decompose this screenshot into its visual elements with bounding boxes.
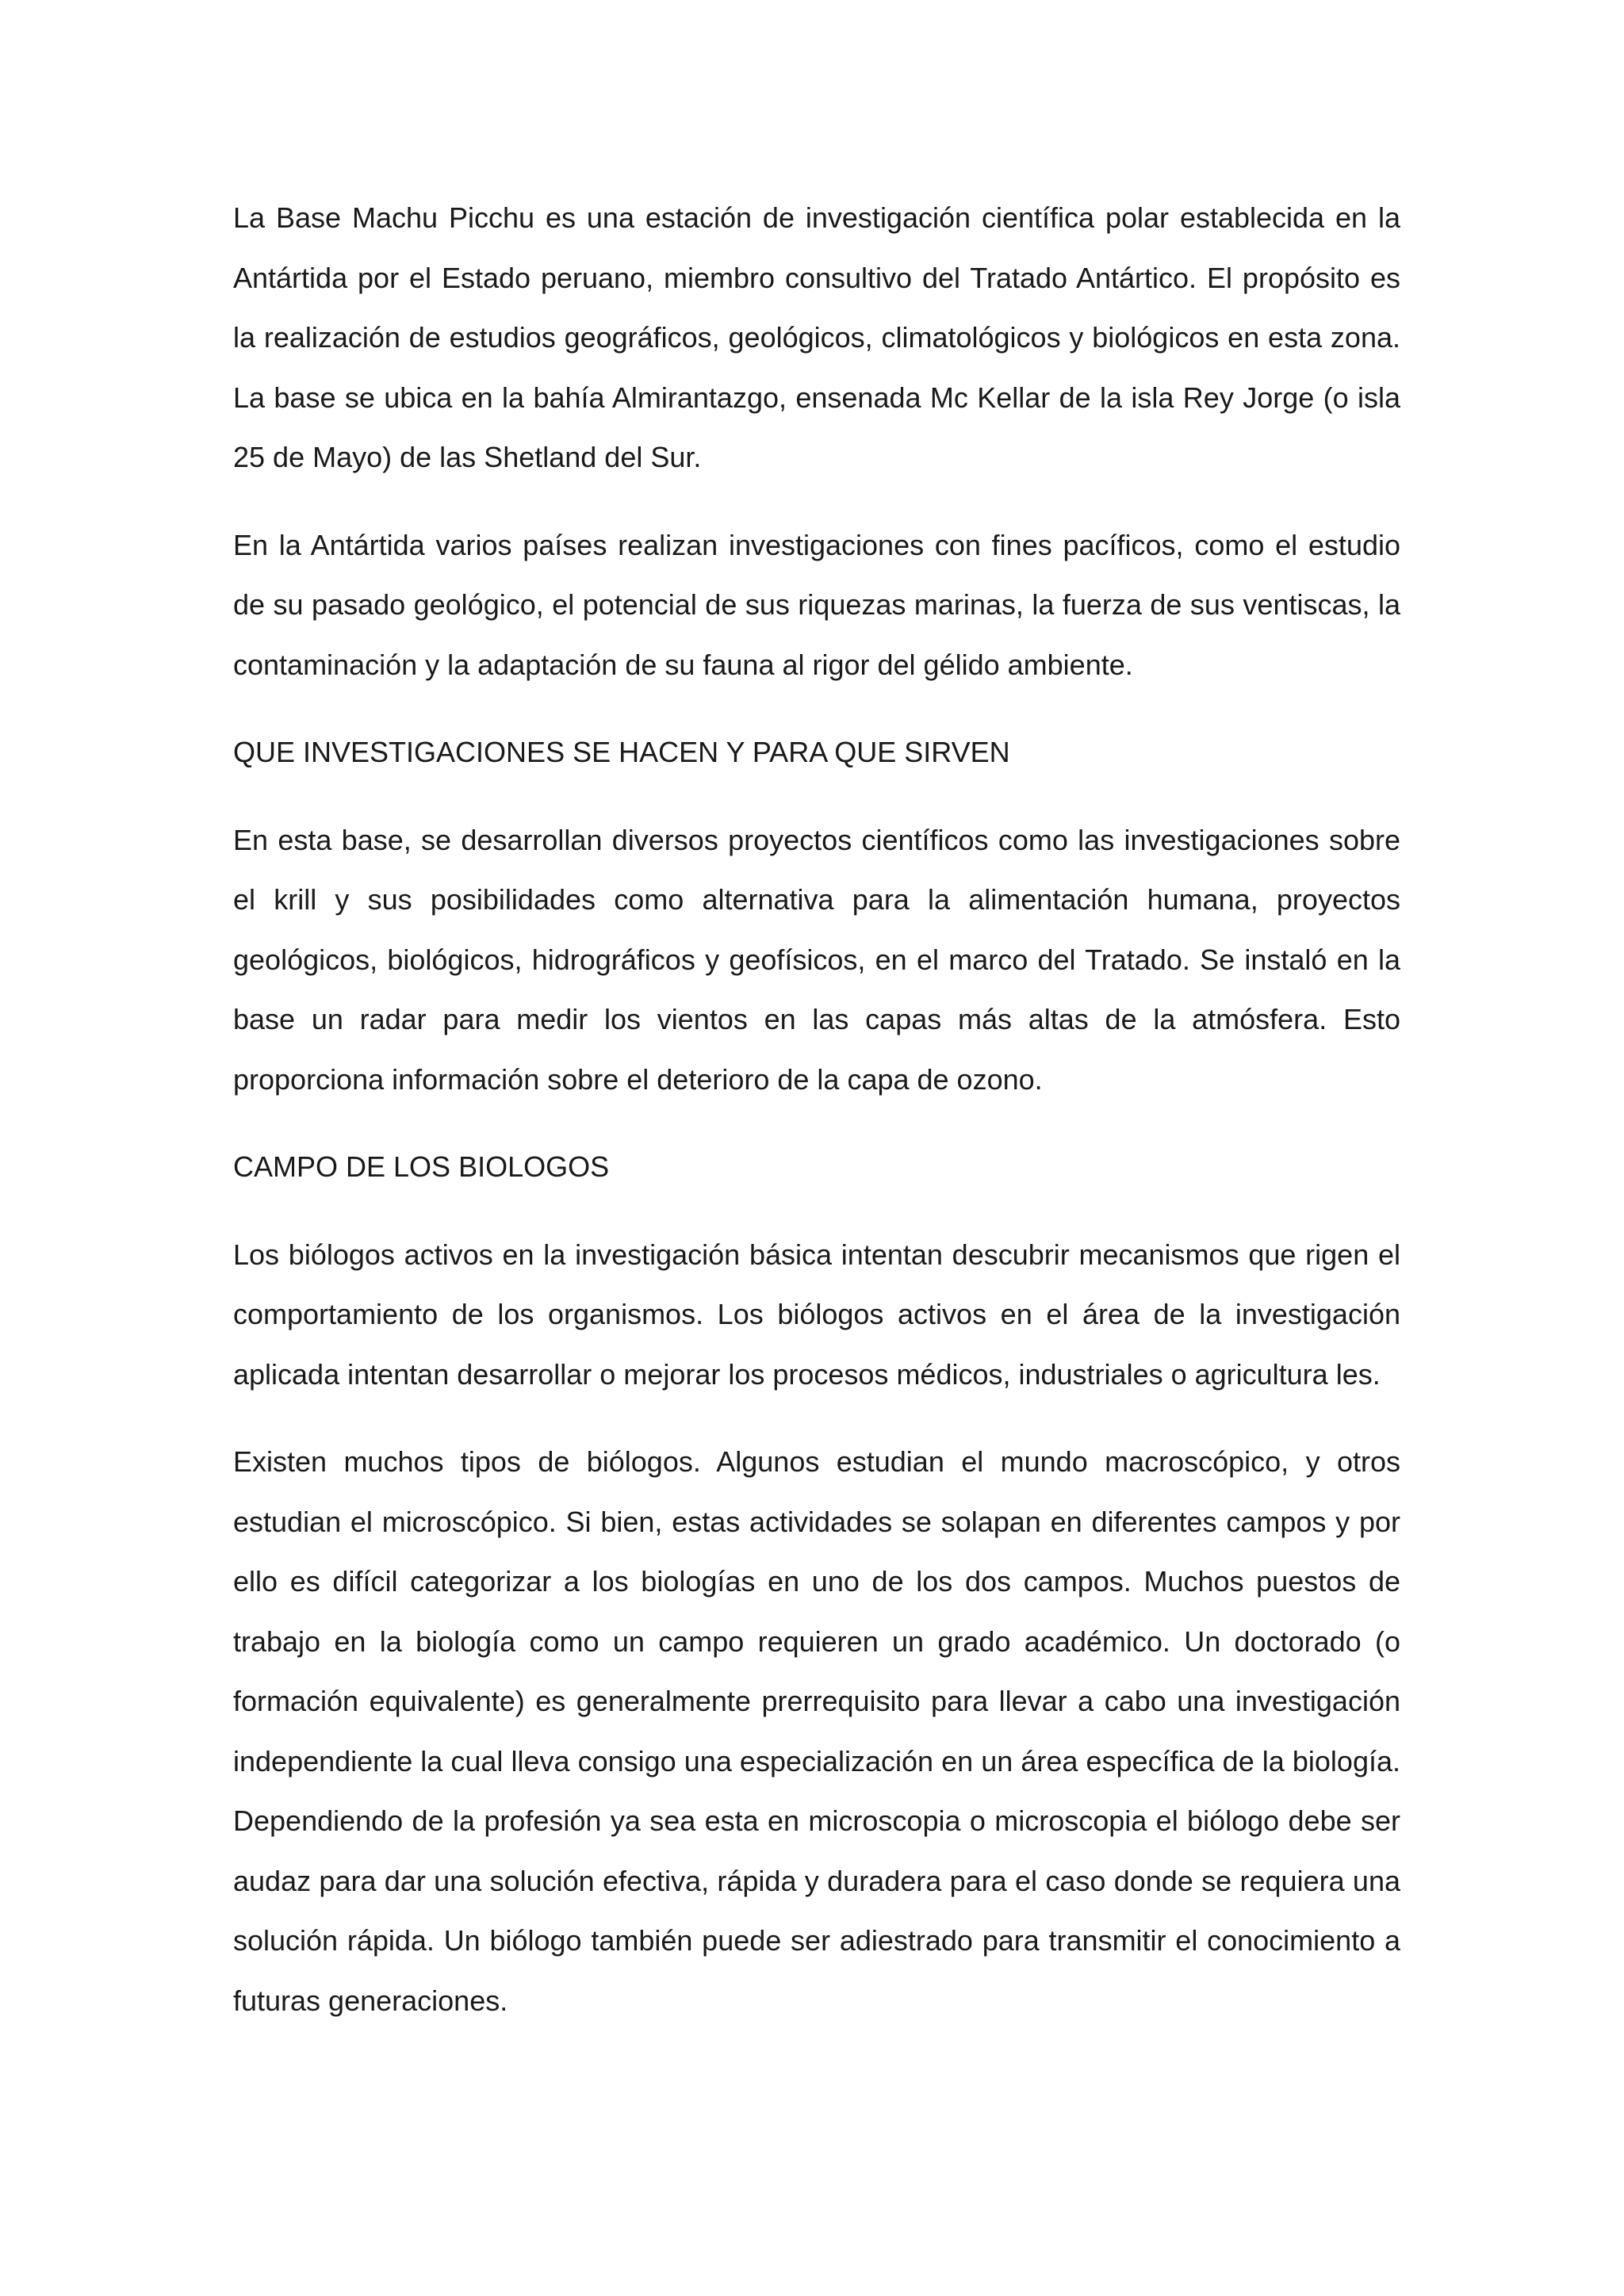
document-body (233, 188, 1400, 2058)
paragraph-base-projects: En esta base, se desarrollan diversos proyectos científicos como las investigaciones sobre el krill y sus posibilidades como alternativa para la alimentación humana, proyectos geológicos, biológicos, hidrográficos y geofísicos, en el marco del Tratado. Se instaló en la base un radar para medir los vientos en las capas más altas de la atmósfera. Esto proporciona información sobre el deterioro de la capa de ozono. (233, 823, 1400, 1096)
paragraph-biologist-types: Existen muchos tipos de biólogos. Algunos estudian el mundo macroscópico, y otros estudian el microscópico. Si bien, estas actividades se solapan en diferentes campos y por ello es difícil categorizar a los biologías en uno de los dos campos. Muchos puestos de trabajo en la biología como un campo requieren un grado académico. Un doctorado (o formación equivalente) es generalmente prerrequisito para llevar a cabo una investigación independiente la cual lleva consigo una especialización en un área específica de la biología. Dependiendo de la profesión ya sea esta en microscopia o microscopia el biólogo debe ser audaz para dar una solución efectiva, rápida y duradera para el caso donde se requiera una solución rápida. Un biólogo también puede ser adiestrado para transmitir el conocimiento a futuras generaciones. (233, 1445, 1400, 2017)
section-heading-investigations: QUE INVESTIGACIONES SE HACEN Y PARA QUE SIRVEN (233, 736, 1010, 768)
paragraph-biologists-research: Los biólogos activos en la investigación básica intentan descubrir mecanismos que rigen el comportamiento de los organismos. Los biólogos activos en el área de la investigación aplicada intentan desarrollar o mejorar los procesos médicos, industriales o agricultura les. (233, 1238, 1400, 1391)
section-heading-biologists: CAMPO DE LOS BIOLOGOS (233, 1150, 610, 1183)
paragraph-intro: La Base Machu Picchu es una estación de investigación científica polar establecida en la Antártida por el Estado peruano, miembro consultivo del Tratado Antártico. El propósito es la realización de estudios geográficos, geológicos, climatológicos y biológicos en esta zona. La base se ubica en la bahía Almirantazgo, ensenada Mc Kellar de la isla Rey Jorge (o isla 25 de Mayo) de las Shetland del Sur. (233, 201, 1400, 473)
paragraph-antarctica-research: En la Antártida varios países realizan investigaciones con fines pacíficos, como el estudio de su pasado geológico, el potencial de sus riquezas marinas, la fuerza de sus ventiscas, la contaminación y la adaptación de su fauna al rigor del gélido ambiente. (233, 528, 1400, 681)
